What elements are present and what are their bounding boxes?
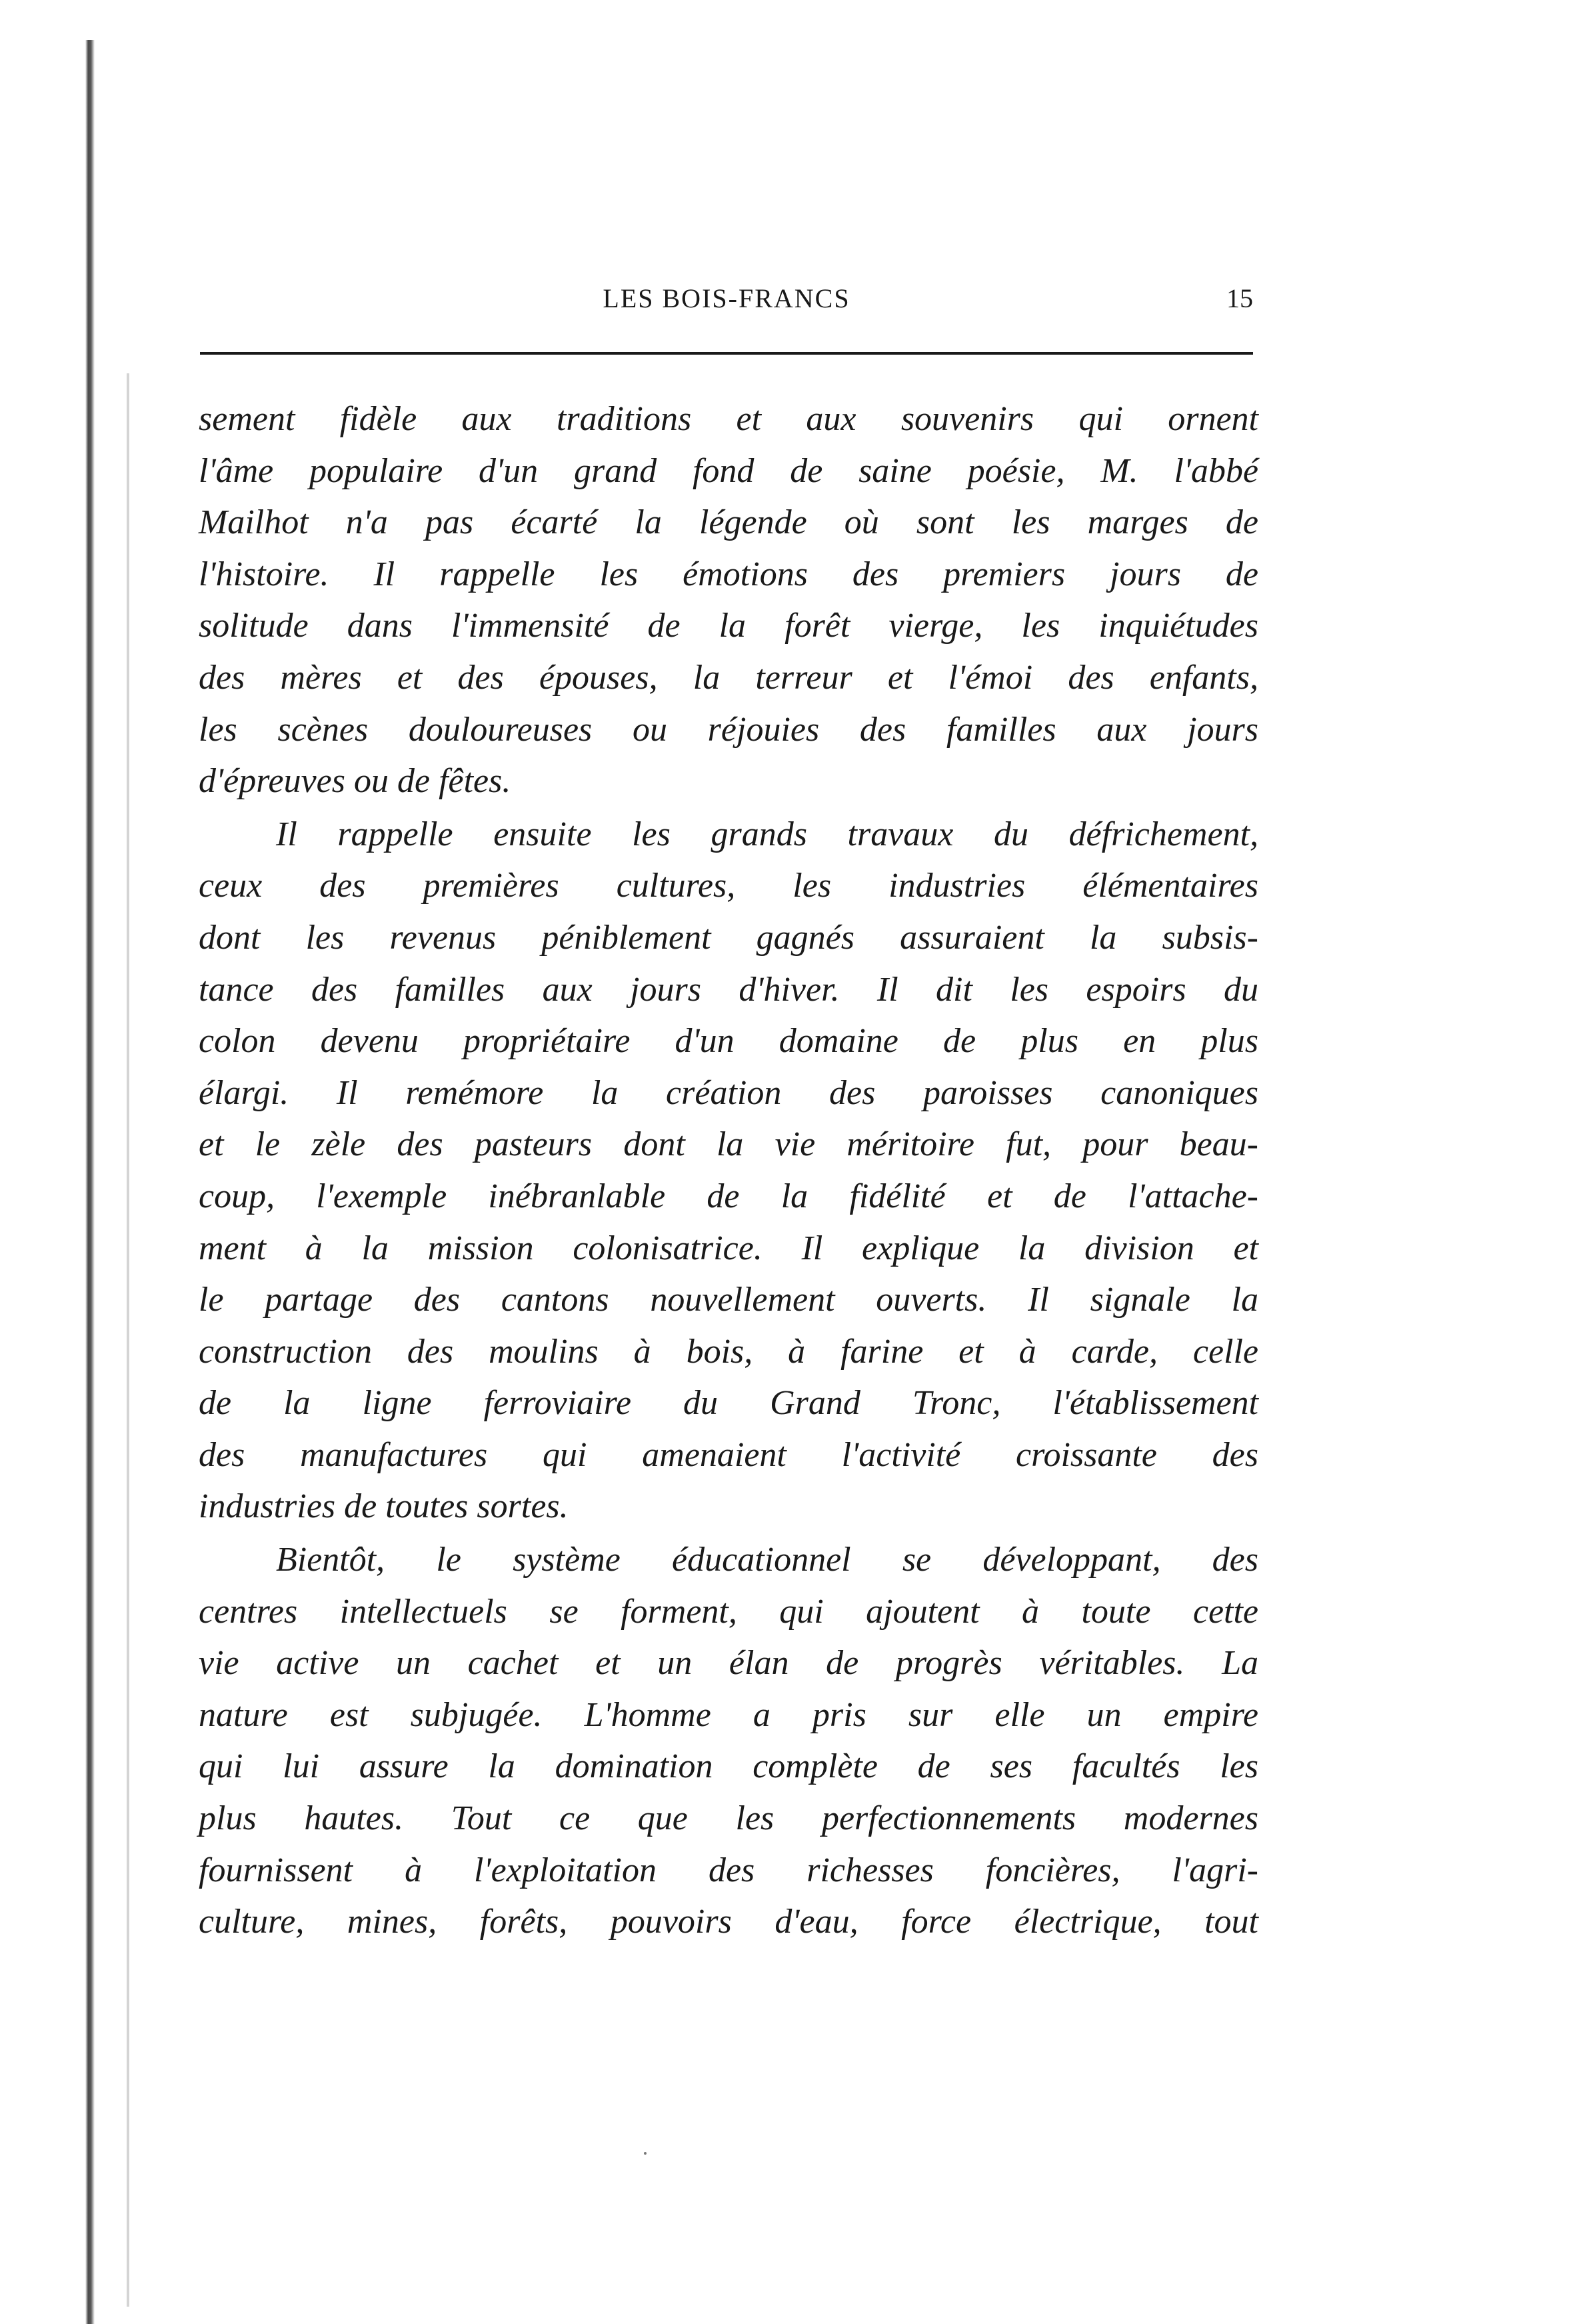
body-text <box>199 393 1258 1948</box>
running-title: LES BOIS-FRANCS <box>603 283 850 313</box>
text-line: le partage des cantons nouvellement ouverts. Il signale la <box>199 1281 1258 1319</box>
header-rule <box>200 352 1253 355</box>
text-line: tance des familles aux jours d'hiver. Il dit les espoirs du <box>199 970 1258 1009</box>
text-line: l'âme populaire d'un grand fond de saine poésie, M. l'abbé <box>199 451 1258 490</box>
text-line: centres intellectuels se forment, qui ajoutent à toute cette <box>199 1592 1258 1631</box>
text-line: les scènes douloureuses ou réjouies des familles aux jours <box>199 710 1258 749</box>
paragraph-2 <box>199 809 1258 1533</box>
page-header <box>200 279 1253 319</box>
page-number: 15 <box>1226 283 1253 313</box>
paragraph-3 <box>199 1534 1258 1948</box>
text-line: et le zèle des pasteurs dont la vie méritoire fut, pour beau- <box>199 1125 1258 1164</box>
paragraph-1 <box>199 393 1258 807</box>
text-line: fournissent à l'exploitation des richesses foncières, l'agri- <box>199 1851 1258 1889</box>
text-line: solitude dans l'immensité de la forêt vierge, les inquiétudes <box>199 607 1258 645</box>
binding-gutter-shadow <box>85 40 95 2324</box>
page-speck <box>644 2152 647 2155</box>
text-line: sement fidèle aux traditions et aux souvenirs qui ornent <box>199 400 1258 438</box>
text-line: Il rappelle ensuite les grands travaux du défrichement, <box>276 815 1258 853</box>
text-line: Mailhot n'a pas écarté la légende où sont les marges de <box>199 503 1258 542</box>
text-line: l'histoire. Il rappelle les émotions des premiers jours de <box>199 555 1258 593</box>
text-line: culture, mines, forêts, pouvoirs d'eau, force électrique, tout <box>199 1903 1258 1941</box>
text-line: construction des moulins à bois, à farine et à carde, celle <box>199 1332 1258 1371</box>
text-line: ment à la mission colonisatrice. Il explique la division et <box>199 1229 1258 1267</box>
text-line: vie active un cachet et un élan de progrès véritables. La <box>199 1644 1258 1683</box>
text-line: qui lui assure la domination complète de ses facultés les <box>199 1747 1258 1786</box>
text-line: d'épreuves ou de fêtes. <box>199 762 511 801</box>
text-line: colon devenu propriétaire d'un domaine de plus en plus <box>199 1022 1258 1061</box>
text-line: nature est subjugée. L'homme a pris sur elle un empire <box>199 1695 1258 1734</box>
text-line: élargi. Il remémore la création des paroisses canoniques <box>199 1073 1258 1112</box>
text-line: des manufactures qui amenaient l'activité croissante des <box>199 1435 1258 1474</box>
text-line: coup, l'exemple inébranlable de la fidélité et de l'attache- <box>199 1177 1258 1215</box>
text-line: des mères et des épouses, la terreur et l'émoi des enfants, <box>199 658 1258 697</box>
text-line: Bientôt, le système éducationnel se développant, des <box>276 1541 1258 1579</box>
text-line: ceux des premières cultures, les industries élémentaires <box>199 867 1258 905</box>
text-line: industries de toutes sortes. <box>199 1487 569 1526</box>
text-line: de la ligne ferroviaire du Grand Tronc, l'établissement <box>199 1384 1258 1423</box>
binding-gutter-line <box>127 373 129 2307</box>
text-line: plus hautes. Tout ce que les perfectionnements modernes <box>199 1799 1258 1838</box>
text-line: dont les revenus péniblement gagnés assuraient la subsis- <box>199 918 1258 957</box>
